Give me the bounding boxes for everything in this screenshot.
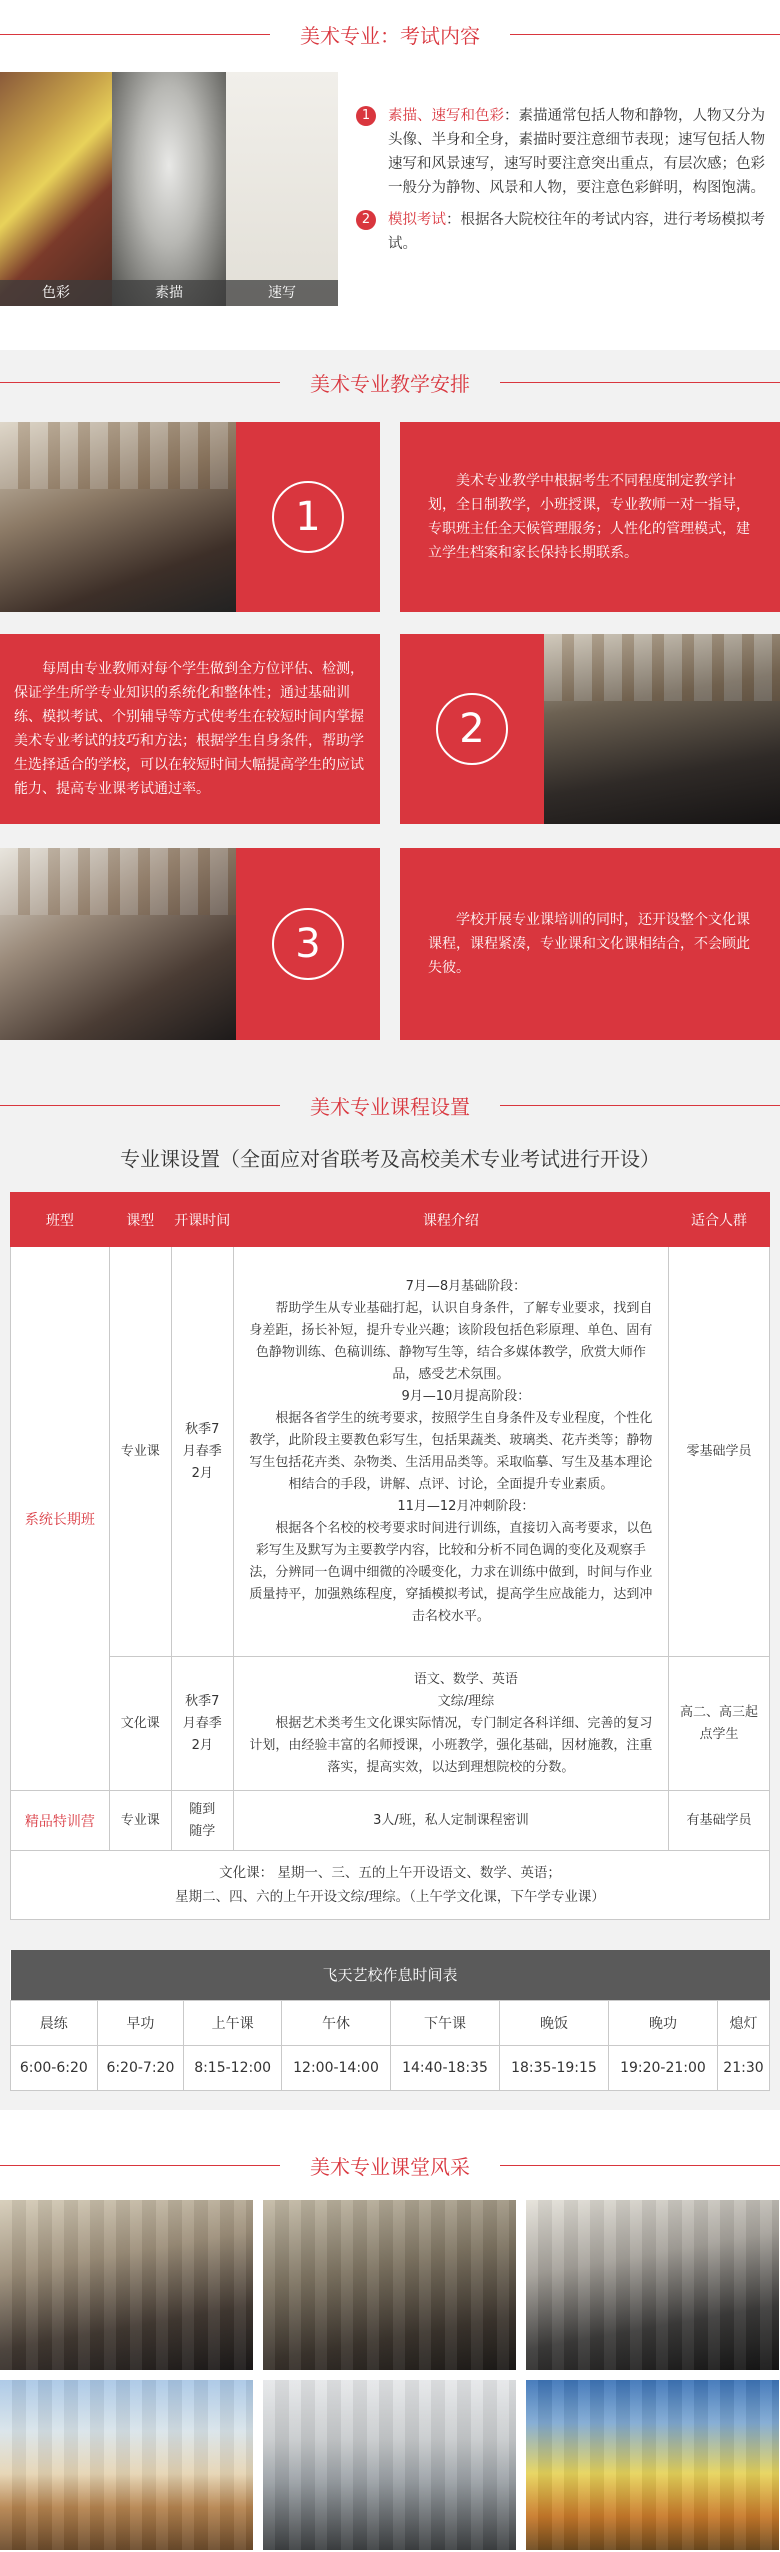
header-line-left [0, 2165, 280, 2166]
timetable-title: 飞天艺校作息时间表 [11, 1950, 770, 2000]
phase-title: 7月—8月基础阶段： [405, 1278, 527, 1294]
number-circle: 2 [436, 693, 508, 765]
table-footnote [11, 1851, 770, 1920]
subject-line: 文综/理综 [437, 1693, 495, 1709]
section-title: 美术专业课堂风采 [310, 2154, 470, 2179]
section-header [0, 2145, 780, 2185]
arrangement-text: 美术专业教学中根据考生不同程度制定教学计划，全日制教学，小班授课，专业教师一对一指导，专职班主任全天候管理服务；人性化的管理模式，建立学生档案和家长保持长期联系。 [428, 473, 750, 561]
timetable-label: 午休 [282, 2000, 391, 2045]
table-row [11, 1657, 770, 1791]
timetable-time: 12:00-14:00 [282, 2045, 391, 2090]
section-header [0, 1085, 780, 1125]
item-number: 1 [356, 106, 376, 126]
header-line-right [500, 382, 780, 383]
number-panel [236, 422, 380, 612]
item-text: ：素描通常包括人物和静物，人物又分为头像、半身和全身，素描时要注意细节表现；速写包括人物速写和风景速写，速写时要注意突出重点，有层次感；色彩一般分为静物、风景和人物，要注意色彩鲜明，构图饱满。 [388, 108, 765, 196]
phase-text: 根据各个名校的校考要求时间进行训练，直接切入高考要求，以色彩写生及默写为主要教学内容，比较和分析不同色调的变化及观察手法，分辨同一色调中细微的冷暖变化，力求在训练中做到，时间与作业质量持平，加强熟练程度，穿插模拟考试，提高学生应战能力，达到冲击名校水平。 [249, 1520, 653, 1624]
target-audience: 零基础学员 [669, 1247, 770, 1657]
course-intro [233, 1657, 668, 1791]
footnote-line: 文化课： 星期一、三、五的上午开设语文、数学、英语； [219, 1865, 561, 1881]
section-header [0, 14, 780, 54]
column-header: 班型 [11, 1193, 110, 1247]
quick-sketch-image [226, 72, 338, 306]
gallery-photo [263, 2200, 516, 2370]
text-panel [0, 634, 380, 824]
number-circle: 1 [272, 481, 344, 553]
timetable-time: 18:35-19:15 [499, 2045, 608, 2090]
exam-content-section [0, 0, 780, 340]
classroom-photo [544, 634, 780, 824]
timetable-label-row [11, 2000, 770, 2045]
section-header [0, 362, 780, 402]
timetable-title-row [11, 1950, 770, 2000]
column-header: 课程介绍 [233, 1193, 668, 1247]
column-header: 适合人群 [669, 1193, 770, 1247]
section-title: 美术专业课程设置 [310, 1094, 470, 1119]
course-time: 秋季7月春季2月 [171, 1247, 233, 1657]
text-panel [400, 422, 780, 612]
subject-line: 语文、数学、英语 [413, 1671, 518, 1687]
image-caption: 速写 [226, 280, 338, 306]
course-type: 文化课 [109, 1657, 171, 1791]
item-number: 2 [356, 210, 376, 230]
course-type: 专业课 [109, 1247, 171, 1657]
exam-item [352, 208, 772, 256]
timetable-time: 19:20-21:00 [608, 2045, 717, 2090]
course-table [10, 1192, 770, 1920]
gallery-photo [526, 2200, 779, 2370]
course-text: 根据艺术类考生文化课实际情况，专门制定各科详细、完善的复习计划，由经验丰富的名师授课，小班教学，强化基础，因材施教，注重落实，提高实效，以达到理想院校的分数。 [249, 1715, 653, 1775]
table-header-row [11, 1193, 770, 1247]
header-line-right [500, 2165, 780, 2166]
item-keyword: 素描、速写和色彩 [388, 108, 504, 124]
timetable-label: 熄灯 [717, 2000, 769, 2045]
exam-items [352, 104, 772, 264]
item-text: ：根据各大院校往年的考试内容，进行考场模拟考试。 [388, 212, 765, 252]
table-row [11, 1247, 770, 1657]
column-header: 课型 [109, 1193, 171, 1247]
timetable-time: 6:20-7:20 [97, 2045, 184, 2090]
timetable-time: 14:40-18:35 [391, 2045, 500, 2090]
section-title: 美术专业：考试内容 [300, 23, 480, 48]
header-line-left [0, 34, 270, 35]
column-header: 开课时间 [171, 1193, 233, 1247]
course-intro [233, 1247, 668, 1657]
arrangement-text: 学校开展专业课培训的同时，还开设整个文化课课程，课程紧凑，专业课和文化课相结合，不会顾此失彼。 [428, 912, 750, 976]
teaching-arrangement-section [0, 350, 780, 1075]
table-row [11, 1791, 770, 1851]
number-panel [236, 848, 380, 1040]
image-caption: 色彩 [0, 280, 112, 306]
classroom-photo [0, 848, 236, 1040]
section-title: 美术专业教学安排 [310, 371, 470, 396]
class-name: 系统长期班 [11, 1247, 110, 1791]
timetable-time: 6:00-6:20 [11, 2045, 98, 2090]
number-panel [400, 634, 544, 824]
footnote-line: 星期二、四、六的上午开设文综/理综。（上午学文化课，下午学专业课） [175, 1889, 605, 1905]
timetable-label: 上午课 [184, 2000, 282, 2045]
phase-title: 11月—12月冲刺阶段： [397, 1498, 535, 1514]
gallery-painting [263, 2380, 516, 2550]
course-subtitle: 专业课设置（全面应对省联考及高校美术专业考试进行开设） [120, 1147, 660, 1171]
course-intro: 3人/班，私人定制课程密训 [233, 1791, 668, 1851]
color-painting-image [0, 72, 112, 306]
phase-title: 9月—10月提高阶段： [401, 1388, 531, 1404]
course-type: 专业课 [109, 1791, 171, 1851]
header-line-right [500, 1105, 780, 1106]
course-time: 随到随学 [171, 1791, 233, 1851]
gallery-painting [0, 2380, 253, 2550]
arrangement-text: 每周由专业教师对每个学生做到全方位评估、检测，保证学生所学专业知识的系统化和整体性；通过基础训练、模拟考试、个别辅导等方式使考生在较短时间内掌握美术专业考试的技巧和方法；根据学生自身条件，帮助学生选择适合的学校，可以在较短时间大幅提高学生的应试能力、提高专业课考试通过率。 [14, 661, 364, 797]
phase-text: 帮助学生从专业基础打起，认识自身条件，了解专业要求，找到自身差距，扬长补短，提升专业兴趣；该阶段包括色彩原理、单色、固有色静物训练、色稿训练、静物写生等，结合多媒体教学，欣赏大师作品，感受艺术氛围。 [249, 1300, 653, 1382]
classroom-photo [0, 422, 236, 612]
course-setting-section [0, 1075, 780, 2110]
number-circle: 3 [272, 908, 344, 980]
gallery-painting [526, 2380, 779, 2550]
timetable-label: 晨练 [11, 2000, 98, 2045]
item-keyword: 模拟考试 [388, 212, 446, 228]
header-line-left [0, 382, 280, 383]
timetable-label: 晚功 [608, 2000, 717, 2045]
timetable-time: 21:30 [717, 2045, 769, 2090]
phase-text: 根据各省学生的统考要求，按照学生自身条件及专业程度，个性化教学，此阶段主要教色彩写生，包括果蔬类、玻璃类、花卉类等；静物写生包括花卉类、杂物类、生活用品类等。采取临摹、写生及基本理论相结合的手段，讲解、点评、讨论，全面提升专业素质。 [249, 1410, 653, 1492]
gallery-photo [0, 2200, 253, 2370]
course-time: 秋季7月春季2月 [171, 1657, 233, 1791]
timetable-time: 8:15-12:00 [184, 2045, 282, 2090]
header-line-left [0, 1105, 280, 1106]
timetable-label: 晚饭 [499, 2000, 608, 2045]
timetable-label: 下午课 [391, 2000, 500, 2045]
header-line-right [510, 34, 780, 35]
exam-samples [0, 72, 338, 306]
target-audience: 高二、高三起点学生 [669, 1657, 770, 1791]
image-caption: 素描 [112, 280, 226, 306]
timetable [10, 1950, 770, 2091]
timetable-time-row [11, 2045, 770, 2090]
table-row [11, 1851, 770, 1920]
class-name: 精品特训营 [11, 1791, 110, 1851]
exam-item [352, 104, 772, 200]
sketch-image [112, 72, 226, 306]
target-audience: 有基础学员 [669, 1791, 770, 1851]
timetable-label: 早功 [97, 2000, 184, 2045]
classroom-gallery-section [0, 2110, 780, 2552]
text-panel [400, 848, 780, 1040]
